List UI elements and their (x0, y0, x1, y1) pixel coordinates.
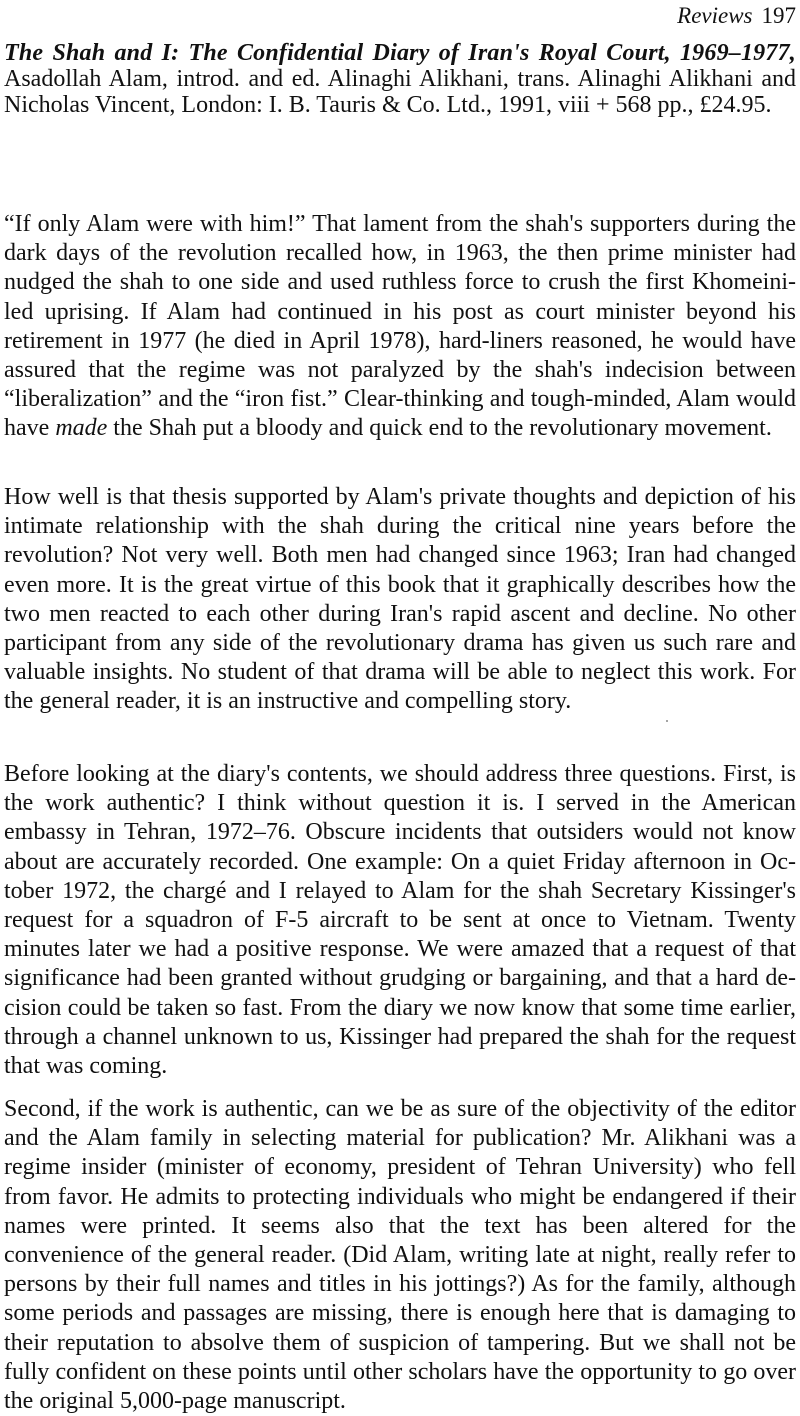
running-head-section: Reviews (677, 3, 753, 28)
paragraph-1-emphasis: made (55, 415, 108, 442)
review-paragraph-1 (4, 210, 796, 444)
page-number: 197 (761, 3, 796, 28)
paragraph-1-text-start: “If only Alam were with him!” That lament from the shah's supporters during the dark days of the revolution recalled how, in 1963, the then prime minister had nudged the shah to one side and used ruthless force to crush the first Khomeini-led uprising. If Alam had continued in his post as court minister beyond his retirement in 1977 (he died in April 1978), hard-liners reasoned, he would have assured that the regime was not paralyzed by the shah's indecision between “liberalization” and the “iron fist.” Clear-thinking and tough-minded, Alam would have (4, 211, 796, 442)
print-speck (666, 720, 668, 722)
book-citation (4, 40, 796, 118)
book-title: The Shah and I: The Confidential Diary of Iran's Royal Court, 1969–1977, (4, 40, 796, 66)
review-paragraph-2: How well is that thesis supported by Alam's private thoughts and depiction of his intimate relationship with the shah during the critical nine years before the revolution? Not very well. Both men had changed since 1963; Iran had changed even more. It is the great virtue of this book that it graphically describes how the two men reacted to each other during Iran's rapid ascent and decline. No other participant from any side of the revolutionary drama has given us such rare and valuable insights. No student of that drama will be able to neglect this work. For the general reader, it is an instructive and compelling story. (4, 484, 796, 715)
book-publication-details: Asadollah Alam, introd. and ed. Alinaghi Alikhani, trans. Alinaghi Alikhani and Nicholas Vincent, London: I. B. Tauris & Co. Ltd., 1991, viii + 568 pp., £24.95. (4, 66, 796, 118)
review-paragraph-4: Second, if the work is authentic, can we be as sure of the objectivity of the editor and the Alam family in selecting material for publication? Mr. Alikhani was a regime insider (minister of economy, president of Tehran University) who fell from favor. He admits to protecting individuals who might be endangered if their names were printed. It seems also that the text has been altered for the convenience of the general reader. (Did Alam, writing late at night, really refer to persons by their full names and titles in his jottings?) As for the family, although some periods and passages are missing, there is enough here that is damaging to their reputation to absolve them of suspicion of tampering. But we shall not be fully confident on these points until other scholars have the opportunity to go over the original 5,000-page manuscript. (4, 1096, 796, 1415)
running-head (677, 3, 796, 29)
paragraph-1-text-end: the Shah put a bloody and quick end to the revolutionary movement. (107, 415, 772, 442)
review-paragraph-3: Before looking at the diary's contents, we should address three questions. First, is the work authentic? I think without question it is. I served in the American embassy in Tehran, 1972–76. Obscure incidents that outsiders would not know about are accurately recorded. One example: On a quiet Friday afternoon in October 1972, the chargé and I relayed to Alam for the shah Secretary Kissinger's request for a squadron of F-5 aircraft to be sent at once to Vietnam. Twenty minutes later we had a positive response. We were amazed that a request of that significance had been granted without grudging or bargaining, and that a hard decision could be taken so fast. From the diary we now know that some time earlier, through a channel unknown to us, Kissinger had prepared the shah for the request that was coming. (4, 761, 796, 1080)
